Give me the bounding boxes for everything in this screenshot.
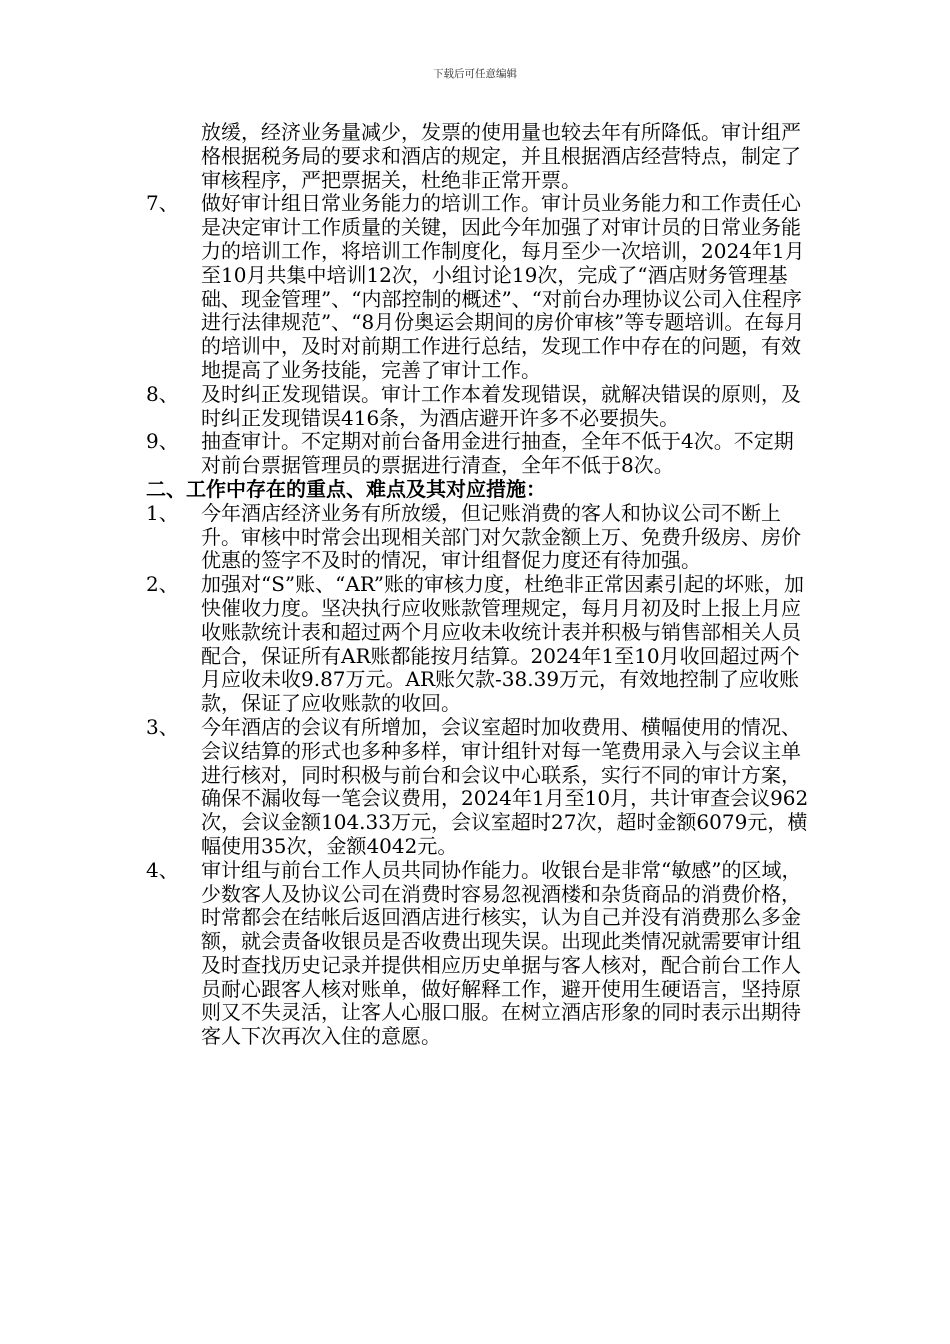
continuation-paragraph: 放缓，经济业务量减少，发票的使用量也较去年有所降低。审计组严格根据税务局的要求和酒店的规定，并且根据酒店经营特点，制定了审核程序，严把票据关，杜绝非正常开票。 bbox=[201, 120, 801, 192]
document-body bbox=[146, 121, 810, 1049]
list-item-4 bbox=[146, 859, 810, 1049]
section-heading: 二、工作中存在的重点、难点及其对应措施： bbox=[146, 476, 546, 501]
list-item-number: 2、 bbox=[146, 572, 179, 597]
list-item-text: 及时纠正发现错误。审计工作本着发现错误，就解决错误的原则，及时纠正发现错误416条，为酒店避开许多不必要损失。 bbox=[201, 381, 801, 430]
list-item-text: 审计组与前台工作人员共同协作能力。收银台是非常“敏感”的区域，少数客人及协议公司在消费时容易忽视酒楼和杂货商品的消费价格，时常都会在结帐后返回酒店进行核实，认为自己并没有消费那么多金额，就会责备收银员是否收费出现失误。出现此类情况就需要审计组及时查找历史记录并提供相应历史单据与客人核对，配合前台工作人员耐心跟客人核对账单，做好解释工作，避开使用生硬语言，坚持原则又不失灵活，让客人心服口服。在树立酒店形象的同时表示出期待客人下次再次入住的意愿。 bbox=[201, 857, 802, 1049]
list-item-number: 4、 bbox=[146, 857, 179, 882]
list-item-text: 今年酒店的会议有所增加，会议室超时加收费用、横幅使用的情况、会议结算的形式也多种多样，审计组针对每一笔费用录入与会议主单进行核对，同时积极与前台和会议中心联系，实行不同的审计方案，确保不漏收每一笔会议费用，2024年1月至10月，共计审查会议962次，会议金额104.33万元，会议室超时27次，超时金额6079元，横幅使用35次，金额4042元。 bbox=[201, 714, 809, 858]
list-item-number: 1、 bbox=[146, 500, 179, 525]
list-item-3 bbox=[146, 716, 810, 859]
list-item-text: 今年酒店经济业务有所放缓，但记账消费的客人和协议公司不断上升。审核中时常会出现相关部门对欠款金额上万、免费升级房、房价优惠的签字不及时的情况，审计组督促力度还有待加强。 bbox=[201, 500, 801, 573]
list-item-number: 3、 bbox=[146, 714, 179, 739]
list-item-text: 加强对“S”账、“AR”账的审核力度，杜绝非正常因素引起的坏账，加快催收力度。坚决执行应收账款管理规定，每月月初及时上报上月应收账款统计表和超过两个月应收未收统计表并积极与销售部相关人员配合，保证所有AR账都能按月结算。2024年1至10月收回超过两个月应收未收9.87万元。AR账欠款-38.39万元，有效地控制了应收账款，保证了应收账款的收回。 bbox=[201, 572, 805, 716]
list-item-1 bbox=[146, 502, 810, 573]
list-item-text: 做好审计组日常业务能力的培训工作。审计员业务能力和工作责任心是决定审计工作质量的关键，因此今年加强了对审计员的日常业务能力的培训工作，将培训工作制度化，每月至少一次培训，2024年1月至10月共集中培训12次，小组讨论19次，完成了“酒店财务管理基础、现金管理”、“内部控制的概述”、“对前台办理协议公司入住程序进行法律规范”、“8月份奥运会期间的房价审核”等专题培训。在每月的培训中，及时对前期工作进行总结，发现工作中存在的问题，有效地提高了业务技能，完善了审计工作。 bbox=[201, 191, 805, 382]
list-item-number: 7、 bbox=[146, 191, 179, 216]
list-item-7 bbox=[146, 192, 810, 382]
page-header: 下载后可任意编辑 bbox=[433, 68, 517, 80]
list-item-number: 8、 bbox=[146, 381, 179, 406]
list-item-number: 9、 bbox=[146, 429, 179, 454]
list-item-8 bbox=[146, 383, 810, 431]
list-item-2 bbox=[146, 573, 810, 716]
list-item-text: 抽查审计。不定期对前台备用金进行抽查，全年不低于4次。不定期对前台票据管理员的票据进行清查，全年不低于8次。 bbox=[201, 429, 794, 478]
list-item-9 bbox=[146, 430, 810, 478]
